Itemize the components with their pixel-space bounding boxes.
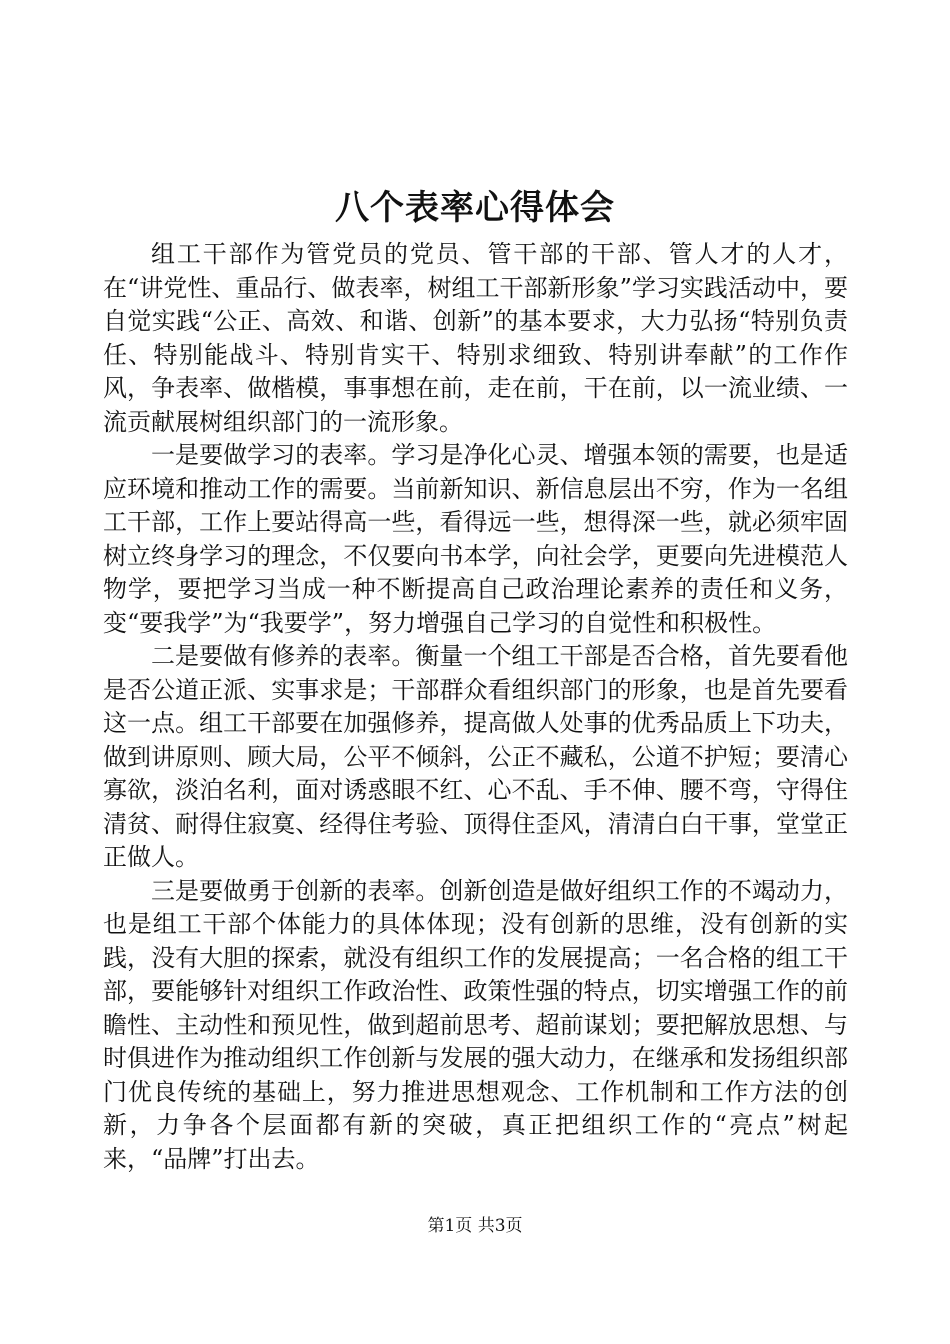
- paragraph-intro: 组工干部作为管党员的党员、管干部的干部、管人才的人才，在“讲党性、重品行、做表率，树组工干部新形象”学习实践活动中，要自觉实践“公正、高效、和谐、创新”的基本要求，大力弘扬“特别负责任、特别能战斗、特别肯实干、特别求细致、特别讲奉献”的工作作风，争表率、做楷模，事事想在前，走在前，干在前，以一流业绩、一流贡献展树组织部门的一流形象。: [103, 240, 848, 436]
- paragraph-innovation: 三是要做勇于创新的表率。创新创造是做好组织工作的不竭动力，也是组工干部个体能力的具体体现；没有创新的思维，没有创新的实践，没有大胆的探索，就没有组织工作的发展提高；一名合格的组工干部，要能够针对组织工作政治性、政策性强的特点，切实增强工作的前瞻性、主动性和预见性，做到超前思考、超前谋划；要把解放思想、与时俱进作为推动组织工作创新与发展的强大动力，在继承和发扬组织部门优良传统的基础上，努力推进思想观念、工作机制和工作方法的创新，力争各个层面都有新的突破，真正把组织工作的“亮点”树起来，“品牌”打出去。: [103, 876, 848, 1173]
- paragraph-learning: 一是要做学习的表率。学习是净化心灵、增强本领的需要，也是适应环境和推动工作的需要。当前新知识、新信息层出不穷，作为一名组工干部，工作上要站得高一些，看得远一些，想得深一些，就必须牢固树立终身学习的理念，不仅要向书本学，向社会学，更要向先进模范人物学，要把学习当成一种不断提高自己政治理论素养的责任和义务，变“要我学”为“我要学”，努力增强自己学习的自觉性和积极性。: [103, 441, 848, 637]
- document-title: 八个表率心得体会: [335, 188, 615, 228]
- paragraph-cultivation: 二是要做有修养的表率。衡量一个组工干部是否合格，首先要看他是否公道正派、实事求是；干部群众看组织部门的形象，也是首先要看这一点。组工干部要在加强修养，提高做人处事的优秀品质上下功夫，做到讲原则、顾大局，公平不倾斜，公正不藏私，公道不护短；要清心寡欲，淡泊名利，面对诱惑眼不红、心不乱、手不伸、腰不弯，守得住清贫、耐得住寂寞、经得住考验、顶得住歪风，清清白白干事，堂堂正正做人。: [103, 642, 848, 871]
- page-number-footer: 第1页 共3页: [427, 1216, 523, 1236]
- document-body: [103, 238, 848, 1176]
